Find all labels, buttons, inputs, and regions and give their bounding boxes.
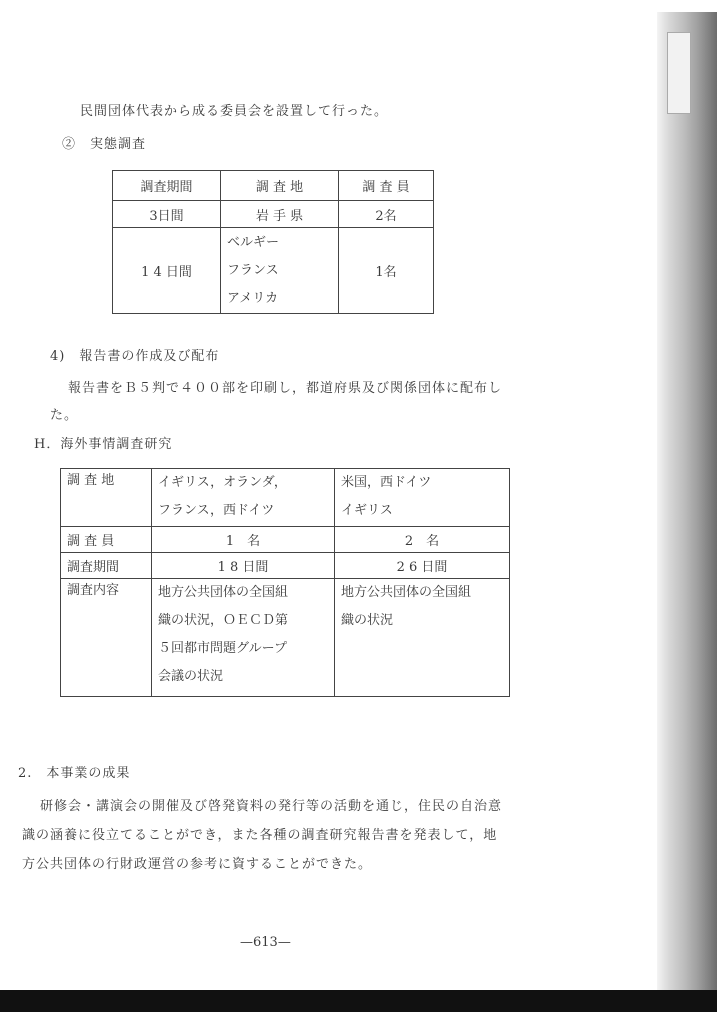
subheading-survey: ② 実態調査 (62, 137, 147, 152)
row1-member: 2名 (339, 201, 434, 228)
label-content: 調査内容 (61, 579, 152, 697)
label-place: 調 査 地 (61, 469, 152, 527)
colA-content-line4: 会議の状況 (158, 669, 224, 684)
header-place: 調 査 地 (221, 171, 339, 201)
colA-period: 1 8 日間 (152, 553, 335, 579)
colA-content-line3: ５回都市問題グループ (158, 641, 287, 656)
row2-member: 1名 (339, 228, 434, 314)
label-period: 調査期間 (61, 553, 152, 579)
colB-period: 2 6 日間 (335, 553, 510, 579)
colA-member: 1 名 (152, 527, 335, 553)
place-america: アメリカ (227, 290, 279, 306)
header-period: 調査期間 (113, 171, 221, 201)
section-4-para-line1: 報告書をＢ５判で４００部を印刷し，都道府県及び関係団体に配布し (68, 381, 503, 396)
section-2-para-line2: 識の涵養に役立てることができ，また各種の調査研究報告書を発表して，地 (22, 828, 498, 843)
colB-content-line1: 地方公共団体の全国組 (341, 585, 472, 600)
page-number: —613— (240, 935, 291, 950)
colB-place-line1: 米国，西ドイツ (341, 475, 432, 490)
colB-content (335, 579, 510, 697)
overseas-table (60, 468, 510, 697)
header-member: 調 査 員 (339, 171, 434, 201)
section-4-para-line2: た。 (50, 408, 79, 423)
section-2-para-line3: 方公共団体の行財政運営の参考に資することができた。 (22, 857, 373, 872)
colA-content (152, 579, 335, 697)
scan-bottom-bar (0, 990, 717, 1012)
colB-place-line2: イギリス (341, 503, 393, 518)
section-2-heading: 2. 本事業の成果 (18, 766, 131, 781)
colA-places (152, 469, 335, 527)
page-edge-shadow (657, 12, 717, 1012)
place-france: フランス (227, 262, 279, 278)
row1-period: 3日間 (113, 201, 221, 228)
colB-member: 2 名 (335, 527, 510, 553)
colA-place-line2: フランス，西ドイツ (158, 503, 275, 518)
section-h-heading: H．海外事情調査研究 (34, 437, 173, 452)
intro-line: 民間団体代表から成る委員会を設置して行った。 (80, 104, 389, 119)
colA-place-line1: イギリス，オランダ， (158, 475, 287, 490)
survey-table (112, 170, 434, 314)
colA-content-line1: 地方公共団体の全国組 (158, 585, 289, 600)
colB-content-line2: 織の状況 (341, 613, 394, 628)
row1-place: 岩 手 県 (221, 201, 339, 228)
row2-period: 1 4 日間 (113, 228, 221, 314)
colB-places (335, 469, 510, 527)
place-belgium: ベルギー (227, 234, 280, 250)
label-member: 調 査 員 (61, 527, 152, 553)
section-2-para-line1: 研修会・講演会の開催及び啓発資料の発行等の活動を通じ，住民の自治意 (40, 799, 503, 814)
row2-places (221, 228, 339, 314)
colA-content-line2: 織の状況，ＯＥＣＤ第 (158, 613, 289, 628)
binder-clip (667, 32, 691, 114)
section-4-heading: 4) 報告書の作成及び配布 (50, 349, 220, 364)
